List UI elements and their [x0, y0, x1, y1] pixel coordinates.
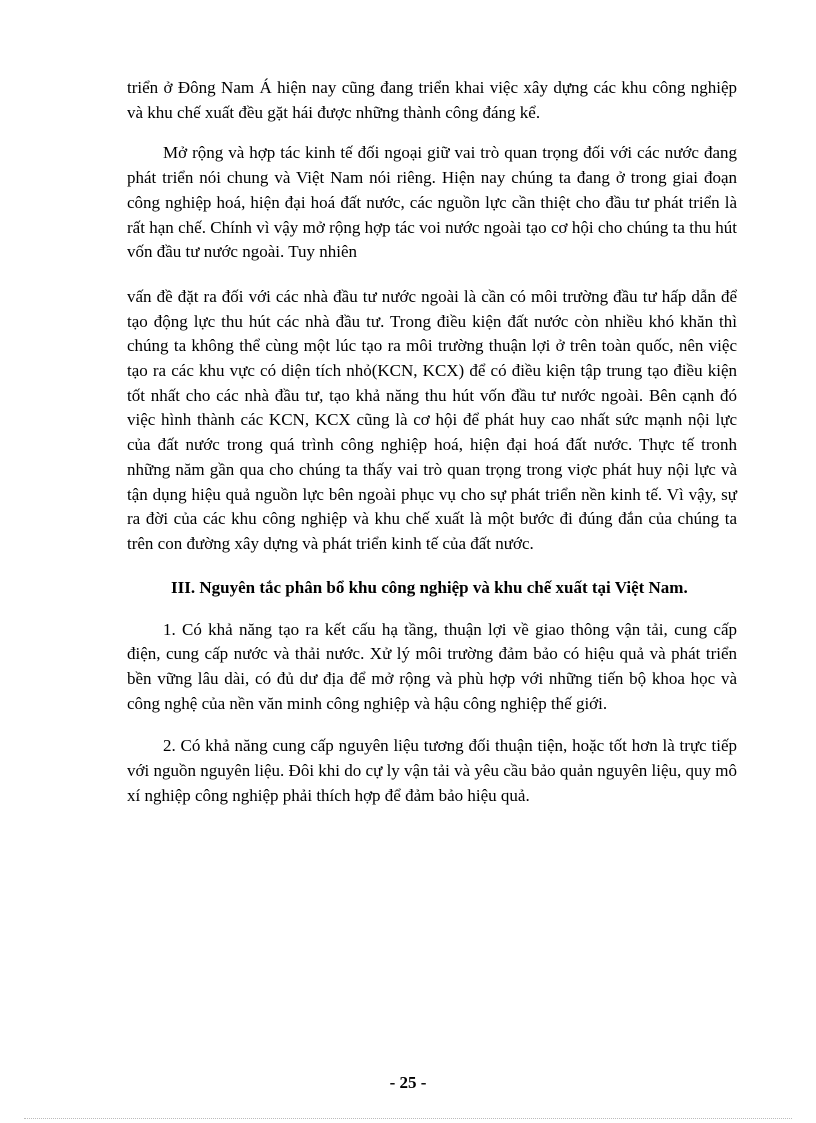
principle-1: 1. Có khả năng tạo ra kết cấu hạ tầng, thuận lợi về giao thông vận tải, cung cấp điện, cung cấp nước và thải nước. Xử lý môi trường đảm bảo có hiệu quả và phát triển bền vững lâu dài, có đủ dư địa để mở rộng và phù hợp với những tiến bộ khoa học và công nghệ của nền văn minh công nghiệp và hậu công nghiệp thế giới. [127, 619, 737, 713]
document-body [127, 76, 737, 809]
page-number: - 25 - [389, 1073, 427, 1092]
paragraph-3: vấn đề đặt ra đối với các nhà đầu tư nước ngoài là cần có môi trường đầu tư hấp dẫn để tạo động lực thu hút các nhà đầu tư. Trong điều kiện đất nước còn nhiều khó khăn thì chúng ta không thể cùng một lúc tạo ra môi trường thuận lợi ở trên toàn quốc, nên việc tạo ra các khu vực có diện tích nhỏ(KCN, KCX) để có điều kiện tập trung tạo điều kiện tốt nhất cho các nhà đầu tư, tạo khả năng thu hút vốn đầu tư nước ngoài. Bên cạnh đó việc hình thành các KCN, KCX cũng là cơ hội để phát huy cao nhất sức mạnh nội lực của đất nước trong quá trình công nghiệp hoá, hiện đại hoá đất nước. Thực tế tronh những năm gần qua cho chúng ta thấy vai trò quan trọng trong viợc phát huy nội lực và tận dụng hiệu quả nguồn lực bên ngoài phục vụ cho sự phát triển nền kinh tế. Vì vậy, sự ra đời của các khu công nghiệp và khu chế xuất là một bước đi đúng đắn của chúng ta trên con đường xây dựng và phát triển kinh tế của đất nước. [127, 286, 737, 553]
paragraph-1: triển ở Đông Nam Á hiện nay cũng đang triển khai việc xây dựng các khu công nghiệp và khu chế xuất đều gặt hái được những thành công đáng kể. [127, 78, 737, 122]
footer-divider [24, 1118, 792, 1119]
section-heading: III. Nguyên tắc phân bổ khu công nghiệp và khu chế xuất tại Việt Nam. [171, 577, 688, 597]
principle-2: 2. Có khả năng cung cấp nguyên liệu tương đối thuận tiện, hoặc tốt hơn là trực tiếp với nguồn nguyên liệu. Đôi khi do cự ly vận tải và yêu cầu bảo quản nguyên liệu, quy mô xí nghiệp công nghiệp phải thích hợp để đảm bảo hiệu quả. [127, 736, 737, 805]
paragraph-2: Mở rộng và hợp tác kinh tế đối ngoại giữ vai trò quan trọng đối với các nước đang phát triển nói chung và Việt Nam nói riêng. Hiện nay chúng ta đang ở trong giai đoạn công nghiệp hoá, hiện đại hoá đất nước, các nguồn lực cần thiệt cho đầu tư phát triển là rất hạn chế. Chính vì vậy mở rộng hợp tác voi nước ngoài tạo cơ hội cho chúng ta thu hút vốn đầu tư nước ngoài. Tuy nhiên [127, 143, 737, 262]
